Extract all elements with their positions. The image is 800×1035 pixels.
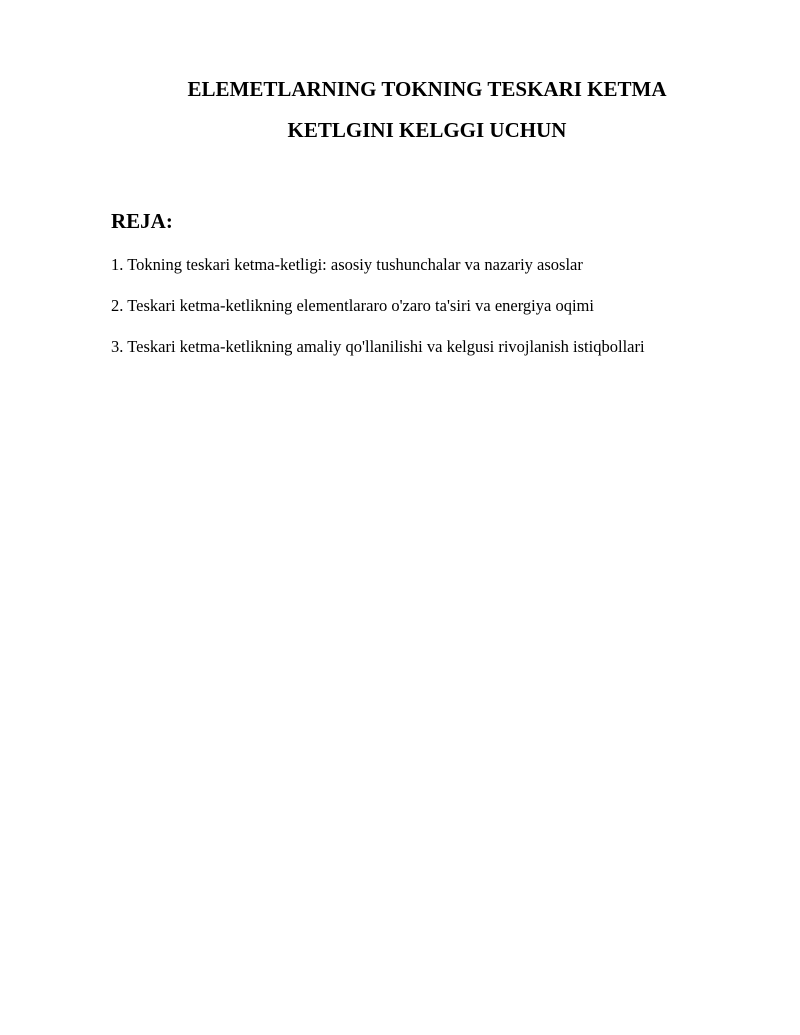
document-title-line-1: ELEMETLARNING TOKNING TESKARI KETMA [187,77,667,101]
document-title-line-2: KETLGINI KELGGI UCHUN [287,118,567,142]
plan-heading: REJA: [111,209,173,233]
plan-item-2: 2. Teskari ketma-ketlikning elementlararo o'zaro ta'siri va energiya oqimi [111,296,594,315]
plan-item-3: 3. Teskari ketma-ketlikning amaliy qo'llanilishi va kelgusi rivojlanish istiqbollari [111,337,645,356]
plan-item-1: 1. Tokning teskari ketma-ketligi: asosiy tushunchalar va nazariy asoslar [111,255,583,274]
plan-list [111,254,645,377]
